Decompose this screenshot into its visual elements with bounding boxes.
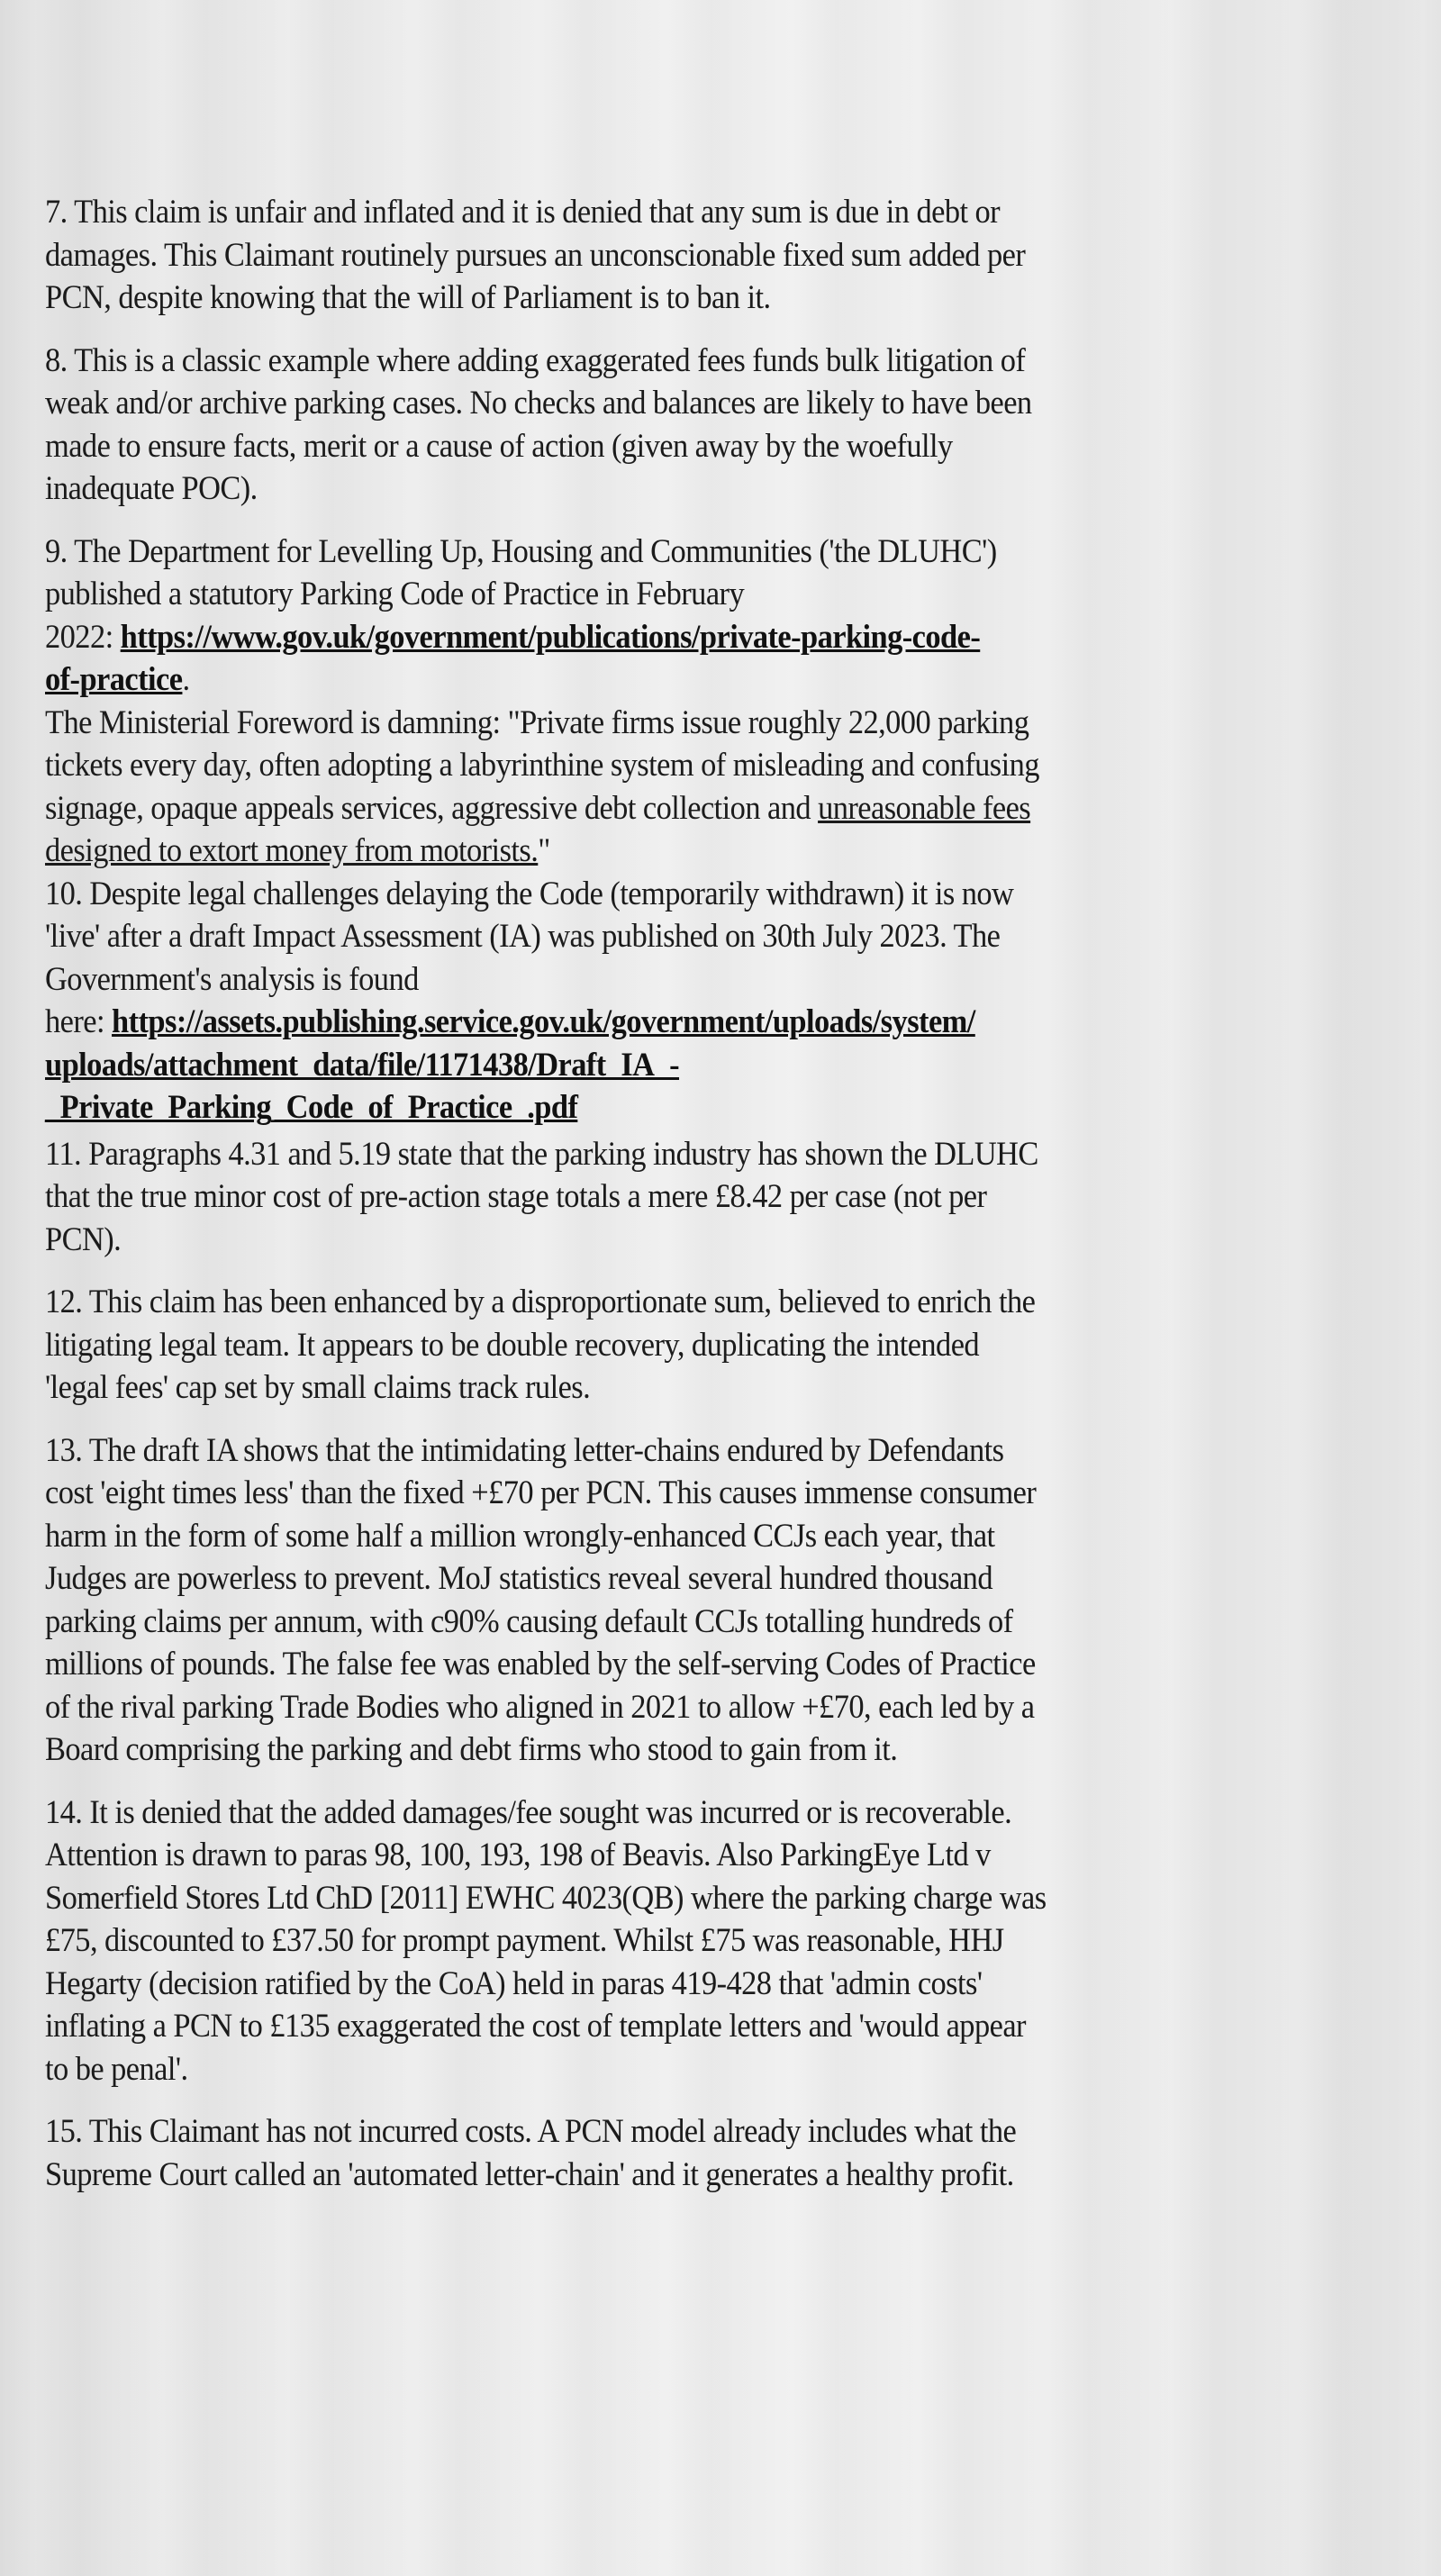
text-line: 14. It is denied that the added damages/fee sought was incurred or is recoverable. <box>45 1793 1012 1831</box>
text-line: weak and/or archive parking cases. No checks and balances are likely to have been <box>45 385 1032 422</box>
parking-code-link[interactable]: https://www.gov.uk/government/publications/private-parking-code- <box>120 618 981 656</box>
impact-assessment-link[interactable]: https://assets.publishing.service.gov.uk/government/uploads/system/ <box>112 1003 975 1040</box>
paragraph-10 <box>45 873 1414 1129</box>
text-line: Government's analysis is found <box>45 960 419 998</box>
text-line: 10. Despite legal challenges delaying the Code (temporarily withdrawn) it is now <box>45 875 1014 912</box>
text-line: inflating a PCN to £135 exaggerated the cost of template letters and 'would appear <box>45 2008 1026 2045</box>
document-body <box>45 191 1414 2196</box>
paragraph-8 <box>45 340 1414 511</box>
text-line: millions of pounds. The false fee was enabled by the self-serving Codes of Practice <box>45 1646 1036 1683</box>
paragraph-7 <box>45 191 1414 320</box>
text-line: 12. This claim has been enhanced by a disproportionate sum, believed to enrich the <box>45 1283 1036 1320</box>
text-line: Somerfield Stores Ltd ChD [2011] EWHC 4023(QB) where the parking charge was <box>45 1879 1047 1917</box>
text-line: The Ministerial Foreword is damning: "Private firms issue roughly 22,000 parking <box>45 703 1029 741</box>
text-line <box>45 787 1319 830</box>
text-line: harm in the form of some half a million wrongly-enhanced CCJs each year, that <box>45 1517 995 1555</box>
text-line <box>45 658 1319 702</box>
text-line: 8. This is a classic example where adding exaggerated fees funds bulk litigation of <box>45 341 1026 379</box>
text-line: £75, discounted to £37.50 for prompt payment. Whilst £75 was reasonable, HHJ <box>45 1922 1004 1959</box>
link-suffix: . <box>182 661 190 698</box>
text-line: litigating legal team. It appears to be double recovery, duplicating the intended <box>45 1326 980 1364</box>
paragraph-9 <box>45 531 1414 873</box>
underlined-quote-continued: designed to extort money from motorists. <box>45 832 539 869</box>
impact-assessment-link-end[interactable]: _Private_Parking_Code_of_Practice_.pdf <box>45 1089 578 1126</box>
paragraph-14 <box>45 1791 1414 2091</box>
link-prefix: 2022: <box>45 618 121 656</box>
text-line: Judges are powerless to prevent. MoJ statistics reveal several hundred thousand <box>45 1560 992 1597</box>
text-line <box>45 1044 1319 1087</box>
text-line: Supreme Court called an 'automated letter-chain' and it generates a healthy profit. <box>45 2155 1014 2193</box>
text-line <box>45 1001 1319 1044</box>
text-line: tickets every day, often adopting a labyrinthine system of misleading and confusing <box>45 747 1039 784</box>
impact-assessment-link-continued[interactable]: uploads/attachment_data/file/1171438/Draft_IA_- <box>45 1046 680 1084</box>
text-line <box>45 616 1319 659</box>
link-prefix: here: <box>45 1003 113 1040</box>
parking-code-link-continued[interactable]: of-practice <box>45 661 183 698</box>
text-line: to be penal'. <box>45 2050 188 2088</box>
text-line <box>45 1086 1319 1129</box>
text-line: 15. This Claimant has not incurred costs. A PCN model already includes what the <box>45 2113 1017 2150</box>
text-line: inadequate POC). <box>45 470 258 507</box>
text-line: 'live' after a draft Impact Assessment (IA) was published on 30th July 2023. The <box>45 918 1001 955</box>
paragraph-11 <box>45 1133 1414 1262</box>
underlined-quote: unreasonable fees <box>818 789 1031 827</box>
text-line: Attention is drawn to paras 98, 100, 193, 198 of Beavis. Also ParkingEye Ltd v <box>45 1837 991 1873</box>
text-line: 9. The Department for Levelling Up, Housing and Communities ('the DLUHC') <box>45 532 997 570</box>
text-line: 13. The draft IA shows that the intimidating letter-chains endured by Defendants <box>45 1431 1004 1469</box>
text-line: made to ensure facts, merit or a cause of action (given away by the woefully <box>45 427 953 465</box>
text-line: 'legal fees' cap set by small claims track rules. <box>45 1369 591 1406</box>
text-line: parking claims per annum, with c90% causing default CCJs totalling hundreds of <box>45 1602 1013 1640</box>
paragraph-15 <box>45 2110 1414 2196</box>
text-line: published a statutory Parking Code of Practice in February <box>45 576 745 612</box>
quote-close: " <box>538 832 550 869</box>
text-line: of the rival parking Trade Bodies who aligned in 2021 to allow +£70, each led by a <box>45 1688 1035 1726</box>
quote-text: signage, opaque appeals services, aggressive debt collection and <box>45 789 819 827</box>
text-line: 11. Paragraphs 4.31 and 5.19 state that the parking industry has shown the DLUHC <box>45 1135 1038 1173</box>
text-line: Hegarty (decision ratified by the CoA) held in paras 419-428 that 'admin costs' <box>45 1964 983 2002</box>
text-line: PCN, despite knowing that the will of Parliament is to ban it. <box>45 279 771 316</box>
paragraph-12 <box>45 1281 1414 1410</box>
text-line: that the true minor cost of pre-action stage totals a mere £8.42 per case (not per <box>45 1178 987 1215</box>
text-line: 7. This claim is unfair and inflated and it is denied that any sum is due in debt or <box>45 194 1001 231</box>
text-line: PCN). <box>45 1220 122 1258</box>
text-line: Board comprising the parking and debt firms who stood to gain from it. <box>45 1731 898 1768</box>
text-line: cost 'eight times less' than the fixed +£70 per PCN. This causes immense consumer <box>45 1474 1037 1511</box>
text-line: damages. This Claimant routinely pursues an unconscionable fixed sum added per <box>45 236 1026 274</box>
text-line <box>45 830 1319 873</box>
paragraph-13 <box>45 1429 1414 1772</box>
